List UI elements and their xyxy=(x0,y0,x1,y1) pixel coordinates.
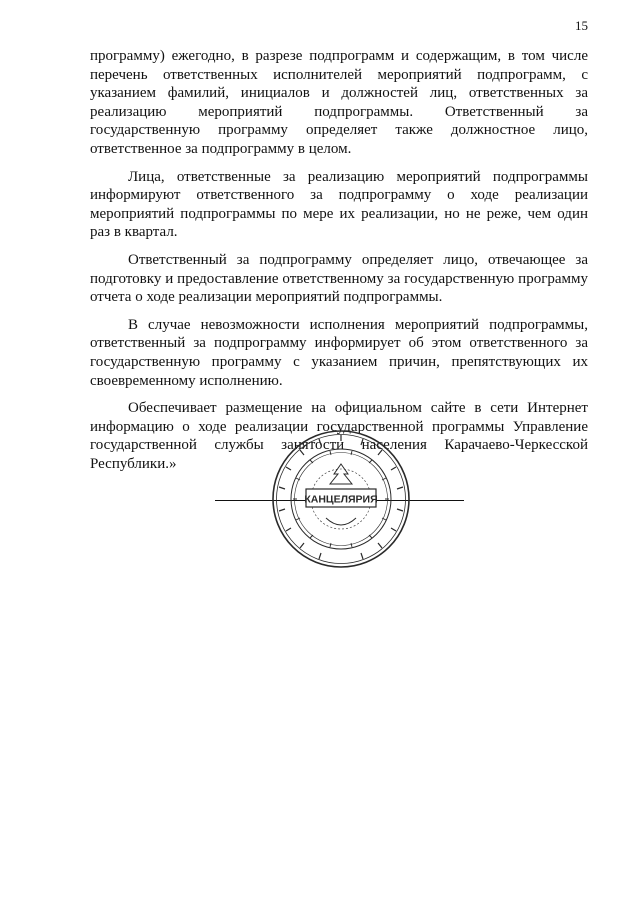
document-body xyxy=(90,47,588,482)
stamp-seal-graphic xyxy=(270,428,412,570)
paragraph-website-publication: Обеспечивает размещение на официальном сайте в сети Интернет информацию о ходе реализации государственной программы Управление государственной службы занятости населения Карачаево-Черкесской Республики.» xyxy=(90,400,588,472)
paragraph-responsible-persons: Лица, ответственные за реализацию мероприятий подпрограммы информируют ответственного за подпрограмму о ходе реализации мероприятий подпрограммы по мере их реализации, но не реже, чем один раз в квартал. xyxy=(90,168,588,241)
official-stamp xyxy=(270,428,412,570)
page-number: 15 xyxy=(575,18,588,33)
paragraph-continuation: программу) ежегодно, в разрезе подпрограмм и содержащим, в том числе перечень ответственных исполнителей мероприятий подпрограмм, с указанием фамилий, инициалов и должностей лиц, ответственных за реализацию мероприятий подпрограммы. Ответственный за государственную программу определяет также должностное лицо, ответственное за подпрограмму в целом. xyxy=(90,48,588,157)
stamp-center-text: КАНЦЕЛЯРИЯ xyxy=(304,493,378,506)
paragraph-report-preparation: Ответственный за подпрограмму определяет лицо, отвечающее за подготовку и предоставление ответственному за государственную программу отчета о ходе реализации мероприятий подпрограммы. xyxy=(90,251,588,306)
paragraph-impossibility: В случае невозможности исполнения мероприятий подпрограммы, ответственный за подпрограмму информирует об этом ответственного за государственную программу с указанием причин, препятствующих их своевременному исполнению. xyxy=(90,316,588,389)
